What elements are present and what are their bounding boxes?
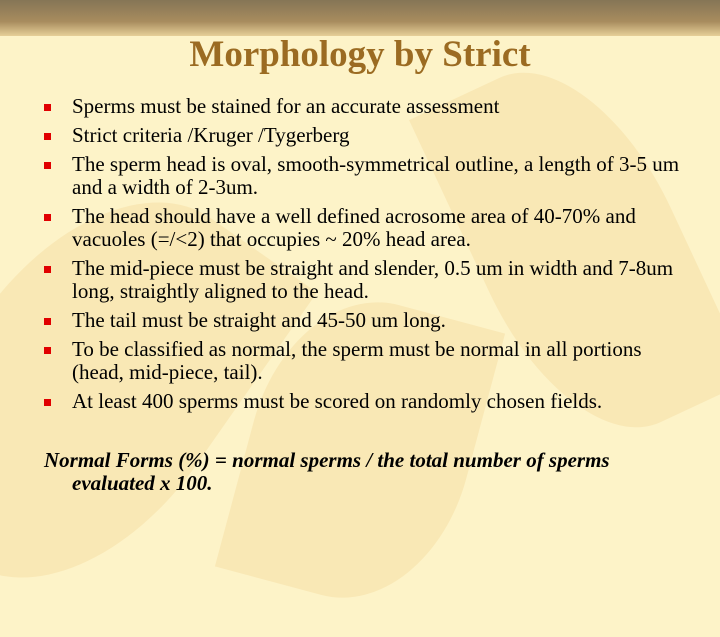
formula-text: Normal Forms (%) = normal sperms / the total number of sperms evaluated x 100. bbox=[44, 448, 610, 495]
bullet-icon bbox=[44, 162, 51, 169]
list-item bbox=[44, 257, 694, 303]
bullet-text: At least 400 sperms must be scored on randomly chosen fields. bbox=[72, 389, 603, 413]
bullet-icon bbox=[44, 318, 51, 325]
top-band bbox=[0, 0, 720, 36]
list-item bbox=[44, 309, 694, 332]
slide-title: Morphology by Strict bbox=[189, 34, 531, 75]
bullet-icon bbox=[44, 347, 51, 354]
bullet-icon bbox=[44, 266, 51, 273]
list-item bbox=[44, 153, 694, 199]
bullet-icon bbox=[44, 399, 51, 406]
bullet-text: The head should have a well defined acrosome area of 40-70% and vacuoles (=/<2) that occupies ~ 20% head area. bbox=[72, 204, 636, 251]
bullet-icon bbox=[44, 214, 51, 221]
bullet-text: The mid-piece must be straight and slender, 0.5 um in width and 7-8um long, straightly aligned to the head. bbox=[72, 256, 674, 303]
bullet-text: Sperms must be stained for an accurate assessment bbox=[72, 94, 500, 118]
bullet-text: Strict criteria /Kruger /Tygerberg bbox=[72, 123, 350, 147]
bullet-icon bbox=[44, 104, 51, 111]
list-item bbox=[44, 95, 694, 118]
bullet-text: The sperm head is oval, smooth-symmetrical outline, a length of 3-5 um and a width of 2-3um. bbox=[72, 152, 680, 199]
list-item bbox=[44, 124, 694, 147]
bullet-text: To be classified as normal, the sperm must be normal in all portions (head, mid-piece, tail). bbox=[72, 337, 642, 384]
list-item bbox=[44, 390, 694, 413]
bullet-icon bbox=[44, 133, 51, 140]
list-item bbox=[44, 205, 694, 251]
bullet-list bbox=[44, 95, 694, 419]
bullet-text: The tail must be straight and 45-50 um long. bbox=[72, 308, 446, 332]
list-item bbox=[44, 338, 694, 384]
